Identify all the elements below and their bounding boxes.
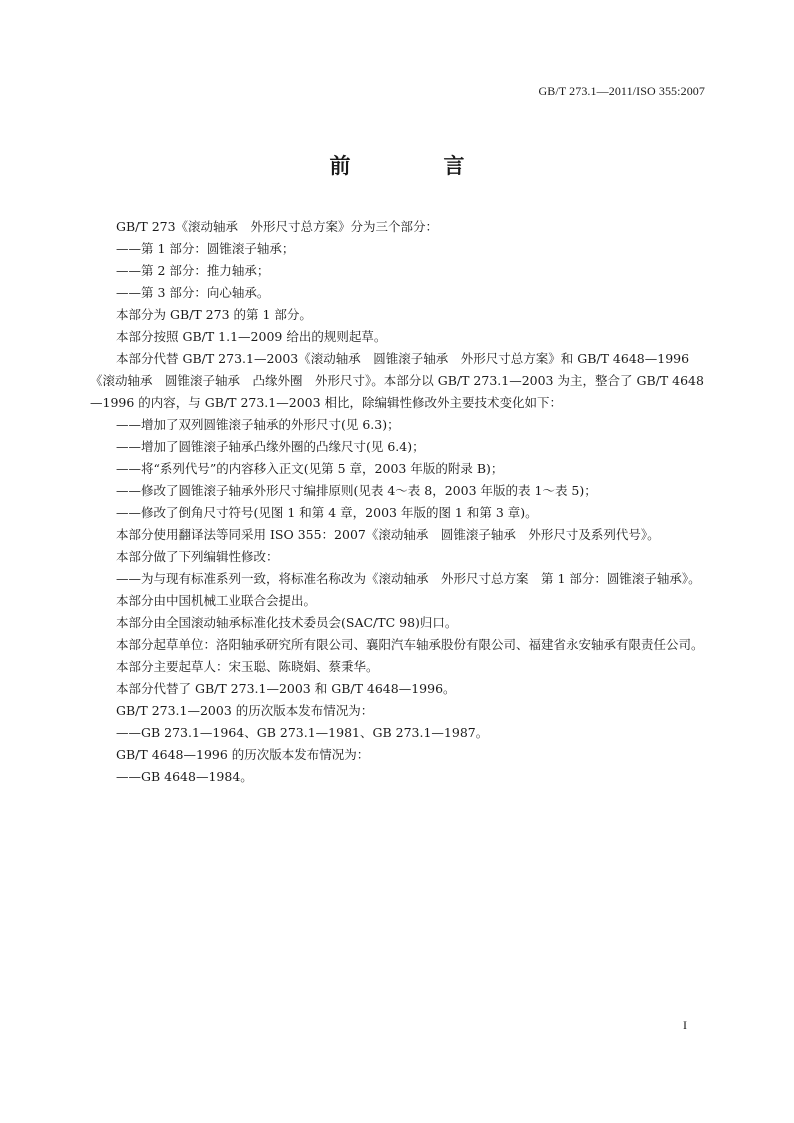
foreword-body: [90, 216, 706, 788]
list-item: ——增加了双列圆锥滚子轴承的外形尺寸(见 6.3)；: [116, 417, 400, 432]
list-item: ——第 3 部分：向心轴承。: [116, 285, 270, 300]
paragraph: 本部分为 GB/T 273 的第 1 部分。: [116, 307, 312, 322]
list-item: ——将“系列代号”的内容移入正文(见第 5 章，2003 年版的附录 B)；: [116, 461, 504, 476]
paragraph: 本部分使用翻译法等同采用 ISO 355：2007《滚动轴承 圆锥滚子轴承 外形尺寸及系列代号》。: [116, 527, 660, 542]
list-item: ——修改了圆锥滚子轴承外形尺寸编排原则(见表 4～表 8，2003 年版的表 1～表 5)；: [116, 483, 597, 498]
list-item: ——GB 4648—1984。: [116, 769, 253, 784]
paragraph: 本部分起草单位：洛阳轴承研究所有限公司、襄阳汽车轴承股份有限公司、福建省永安轴承有限责任公司。: [116, 637, 704, 652]
paragraph: 本部分按照 GB/T 1.1—2009 给出的规则起草。: [116, 329, 387, 344]
list-item: ——修改了倒角尺寸符号(见图 1 和第 4 章，2003 年版的图 1 和第 3 章)。: [116, 505, 538, 520]
paragraph: 本部分代替 GB/T 273.1—2003《滚动轴承 圆锥滚子轴承 外形尺寸总方案》和 GB/T 4648—1996《滚动轴承 圆锥滚子轴承 凸缘外圈 外形尺寸》。本部分以 GB/T 273.1—2003 为主，整合了 GB/T 4648—1996 的内容，与 GB/T 273.1—2003 相比，除编辑性修改外主要技术变化如下：: [90, 351, 704, 410]
list-item: ——GB 273.1—1964、GB 273.1—1981、GB 273.1—1987。: [116, 725, 489, 740]
standard-code: GB/T 273.1—2011/ISO 355:2007: [538, 84, 705, 98]
page-number: I: [683, 1018, 687, 1032]
paragraph: GB/T 273《滚动轴承 外形尺寸总方案》分为三个部分：: [116, 219, 439, 234]
paragraph: 本部分做了下列编辑性修改：: [116, 549, 279, 564]
page-title: 前 言: [329, 154, 501, 178]
list-item: ——为与现有标准系列一致，将标准名称改为《滚动轴承 外形尺寸总方案 第 1 部分：圆锥滚子轴承》。: [116, 571, 701, 586]
list-item: ——第 2 部分：推力轴承；: [116, 263, 270, 278]
paragraph: 本部分由中国机械工业联合会提出。: [116, 593, 317, 608]
paragraph: GB/T 273.1—2003 的历次版本发布情况为：: [116, 703, 374, 718]
paragraph: 本部分主要起草人：宋玉聪、陈晓娟、蔡秉华。: [116, 659, 379, 674]
paragraph: 本部分由全国滚动轴承标准化技术委员会(SAC/TC 98)归口。: [116, 615, 458, 630]
paragraph: 本部分代替了 GB/T 273.1—2003 和 GB/T 4648—1996。: [116, 681, 456, 696]
paragraph: GB/T 4648—1996 的历次版本发布情况为：: [116, 747, 370, 762]
list-item: ——增加了圆锥滚子轴承凸缘外圈的凸缘尺寸(见 6.4)；: [116, 439, 425, 454]
list-item: ——第 1 部分：圆锥滚子轴承；: [116, 241, 295, 256]
